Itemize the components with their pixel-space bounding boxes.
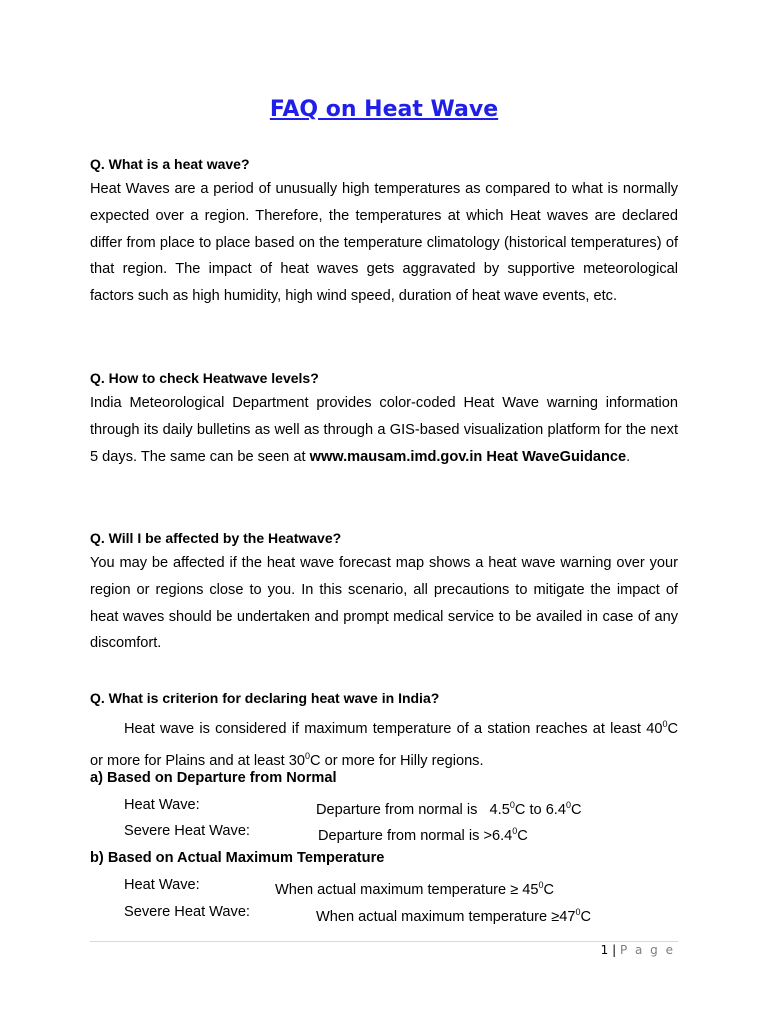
degree-mark: 0 (575, 907, 581, 917)
answer-2-text: India Meteorological Department provides color-coded Heat Wave warning information through its daily bulletins as well as through a GIS-based visualization platform for the next 5 days. The same can be seen at (90, 395, 678, 465)
section-a-row-2-value (318, 821, 528, 846)
degree-mark: 0 (509, 800, 515, 810)
value-text: C (543, 881, 555, 898)
plains-value: 40 (646, 720, 663, 737)
value-text: C (571, 801, 582, 818)
value-text: When actual maximum temperature ≥47 (316, 908, 576, 925)
degree-mark: 0 (662, 719, 668, 729)
criterion-intro-text: Heat wave is considered if maximum temperature of a station reaches at least (124, 720, 641, 737)
question-1: Q. What is a heat wave? (90, 156, 250, 172)
answer-3: You may be affected if the heat wave forecast map shows a heat wave warning over your region or regions close to you. In this scenario, all precautions to mitigate the impact of heat waves should be undertaken and prompt medical service to be availed in case of any discomfort. (90, 555, 678, 652)
value-text: Departure from normal is 4.5 (316, 801, 510, 818)
section-a-row-2-label: Severe Heat Wave: (124, 823, 250, 839)
page-footer (601, 943, 675, 957)
section-b-row-1-value (275, 875, 554, 900)
criterion-intro (90, 711, 678, 774)
answer-2 (90, 390, 678, 470)
footer-divider (90, 941, 678, 942)
section-b-row-2-value (316, 902, 591, 927)
section-a-row-1-value (316, 795, 582, 820)
value-text: C (517, 827, 528, 844)
section-a-heading: a) Based on Departure from Normal (90, 770, 337, 786)
heat-wave-guidance-link[interactable]: Heat WaveGuidance (486, 448, 627, 465)
hilly-value: 30 (288, 752, 305, 769)
question-4: Q. What is criterion for declaring heat wave in India? (90, 690, 440, 706)
section-a-row-1-label: Heat Wave: (124, 797, 200, 813)
hilly-text: C or more for Hilly regions. (309, 752, 484, 769)
value-text: C (580, 908, 592, 925)
section-b-heading: b) Based on Actual Maximum Temperature (90, 850, 385, 866)
degree-mark: 0 (538, 880, 544, 890)
plains-text: C or more for Plains and at least (90, 720, 678, 769)
section-b-row-2-label: Severe Heat Wave: (124, 904, 250, 920)
question-2: Q. How to check Heatwave levels? (90, 370, 319, 386)
section-b-row-1-label: Heat Wave: (124, 877, 200, 893)
page-number: 1 (600, 943, 609, 957)
page-label: P a g e (619, 943, 675, 957)
degree-mark: 0 (565, 800, 571, 810)
question-3: Q. Will I be affected by the Heatwave? (90, 530, 342, 546)
website-link[interactable]: www.mausam.imd.gov.in (309, 448, 483, 465)
degree-mark: 0 (304, 750, 310, 761)
degree-mark: 0 (512, 826, 518, 836)
footer-separator: | (612, 943, 617, 957)
value-text: C to 6.4 (514, 801, 566, 818)
answer-1: Heat Waves are a period of unusually high temperatures as compared to what is normally expected over a region. Therefore, the temperatures at which Heat waves are declared differ from place to place based on the temperature climatology (historical temperatures) of that region. The impact of heat waves gets aggravated by supportive meteorological factors such as high humidity, high wind speed, duration of heat wave events, etc. (90, 181, 678, 305)
page-title: FAQ on Heat Wave (269, 97, 499, 122)
value-text: When actual maximum temperature ≥ 45 (275, 881, 539, 898)
answer-2-end: . (626, 448, 631, 465)
value-text: Departure from normal is >6.4 (318, 827, 513, 844)
